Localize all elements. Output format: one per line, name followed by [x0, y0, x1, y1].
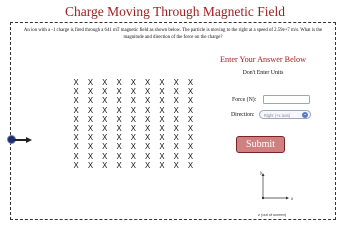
field-x-mark: X [187, 123, 194, 133]
field-x-mark: X [187, 87, 194, 97]
field-x-mark: X [159, 151, 165, 161]
field-x-mark: X [102, 133, 108, 143]
field-x-mark: X [73, 96, 79, 106]
z-axis-caption: z (out of screen) [258, 212, 287, 217]
field-x-mark: X [73, 87, 79, 97]
field-x-mark: X [187, 160, 194, 170]
field-x-mark: X [116, 87, 122, 97]
field-x-mark: X [145, 96, 151, 106]
field-x-mark: X [159, 123, 165, 133]
field-x-mark: X [116, 114, 122, 124]
field-x-mark: X [130, 123, 136, 133]
field-x-mark: X [87, 78, 94, 87]
no-units-note: Don't Enter Units [242, 70, 284, 76]
field-x-mark: X [87, 142, 94, 152]
field-x-mark: X [159, 105, 165, 115]
field-x-mark: X [87, 123, 94, 133]
field-x-mark: X [102, 96, 108, 106]
field-x-mark: X [87, 105, 94, 115]
field-x-mark: X [187, 96, 194, 106]
field-x-mark: X [102, 123, 108, 133]
field-x-mark: X [187, 78, 194, 87]
field-x-mark: X [130, 114, 136, 124]
field-x-mark: X [145, 142, 151, 152]
field-x-mark: X [173, 87, 179, 97]
field-x-mark: X [116, 105, 122, 115]
field-x-mark: X [87, 87, 94, 97]
field-x-mark: X [102, 151, 108, 161]
x-axis-label: x [291, 196, 294, 201]
field-x-mark: X [173, 160, 179, 170]
field-x-mark: X [145, 160, 151, 170]
field-x-mark: X [173, 105, 179, 115]
field-x-mark: X [102, 114, 108, 124]
field-x-mark: X [87, 151, 94, 161]
problem-text: An ion with a -1 charge is fired through a 641 mT magnetic field as shown below. The particle is moving to the right at a speed of 2.59e+7 m/s. What is the magnitude and direction of the force on the charge? [23, 28, 323, 40]
field-x-mark: X [173, 96, 179, 106]
field-x-mark: X [187, 151, 194, 161]
field-x-mark: X [173, 133, 179, 143]
field-x-mark: X [116, 160, 122, 170]
field-x-mark: X [130, 160, 136, 170]
field-x-mark: X [159, 87, 165, 97]
field-x-mark: X [173, 142, 179, 152]
z-axis-icon [262, 197, 264, 199]
field-x-mark: X [145, 105, 151, 115]
field-x-mark: X [130, 133, 136, 143]
field-x-mark: X [116, 78, 122, 87]
field-x-mark: X [145, 151, 151, 161]
field-x-mark: X [116, 96, 122, 106]
field-x-mark: X [73, 123, 79, 133]
field-x-mark: X [159, 114, 165, 124]
field-x-mark: X [130, 151, 136, 161]
page-title: Charge Moving Through Magnetic Field [65, 4, 285, 19]
direction-selected-value: Right (+x axis) [264, 112, 291, 118]
field-x-mark: X [102, 142, 108, 152]
answer-heading: Enter Your Answer Below [220, 55, 306, 64]
field-x-mark: X [145, 87, 151, 97]
field-x-mark: X [145, 133, 151, 143]
field-x-mark: X [116, 133, 122, 143]
field-x-mark: X [73, 160, 79, 170]
field-x-mark: X [73, 78, 79, 87]
field-x-mark: X [102, 160, 108, 170]
x-axis-arrowhead [286, 197, 289, 200]
force-label: Force (N): [232, 97, 257, 103]
field-x-mark: X [159, 160, 165, 170]
field-x-mark: X [145, 123, 151, 133]
chevron-down-icon[interactable] [302, 112, 308, 118]
field-x-mark: X [145, 114, 151, 124]
field-x-mark: X [73, 105, 79, 115]
field-x-mark: X [87, 160, 94, 170]
field-x-mark: X [159, 96, 165, 106]
direction-label: Direction: [231, 112, 255, 118]
direction-select[interactable] [259, 110, 311, 119]
field-x-mark: X [102, 87, 108, 97]
magnetic-field-grid [69, 78, 198, 170]
field-x-mark: X [87, 114, 94, 124]
field-x-mark: X [159, 78, 165, 87]
field-x-mark: X [173, 151, 179, 161]
field-x-mark: X [187, 114, 194, 124]
submit-button[interactable]: Submit [236, 136, 285, 153]
field-x-mark: X [173, 123, 179, 133]
field-x-mark: X [102, 78, 108, 87]
velocity-arrow-head-icon [26, 137, 32, 143]
field-x-mark: X [73, 142, 79, 152]
field-x-mark: X [130, 142, 136, 152]
field-x-mark: X [130, 87, 136, 97]
field-x-mark: X [130, 78, 136, 87]
field-x-mark: X [73, 114, 79, 124]
field-x-mark: X [159, 133, 165, 143]
y-axis-label: y [260, 170, 263, 175]
field-x-mark: X [73, 133, 79, 143]
field-x-mark: X [187, 105, 194, 115]
field-x-mark: X [173, 78, 179, 87]
force-input[interactable] [263, 95, 310, 104]
field-x-mark: X [73, 151, 79, 161]
field-x-mark: X [87, 96, 94, 106]
field-x-mark: X [116, 142, 122, 152]
field-x-mark: X [173, 114, 179, 124]
field-x-mark: X [159, 142, 165, 152]
field-x-mark: X [187, 142, 194, 152]
field-x-mark: X [116, 123, 122, 133]
field-x-mark: X [116, 151, 122, 161]
field-x-mark: X [187, 133, 194, 143]
field-x-mark: X [130, 105, 136, 115]
field-x-mark: X [102, 105, 108, 115]
field-x-mark: X [87, 133, 94, 143]
field-x-mark: X [145, 78, 151, 87]
field-x-mark: X [130, 96, 136, 106]
